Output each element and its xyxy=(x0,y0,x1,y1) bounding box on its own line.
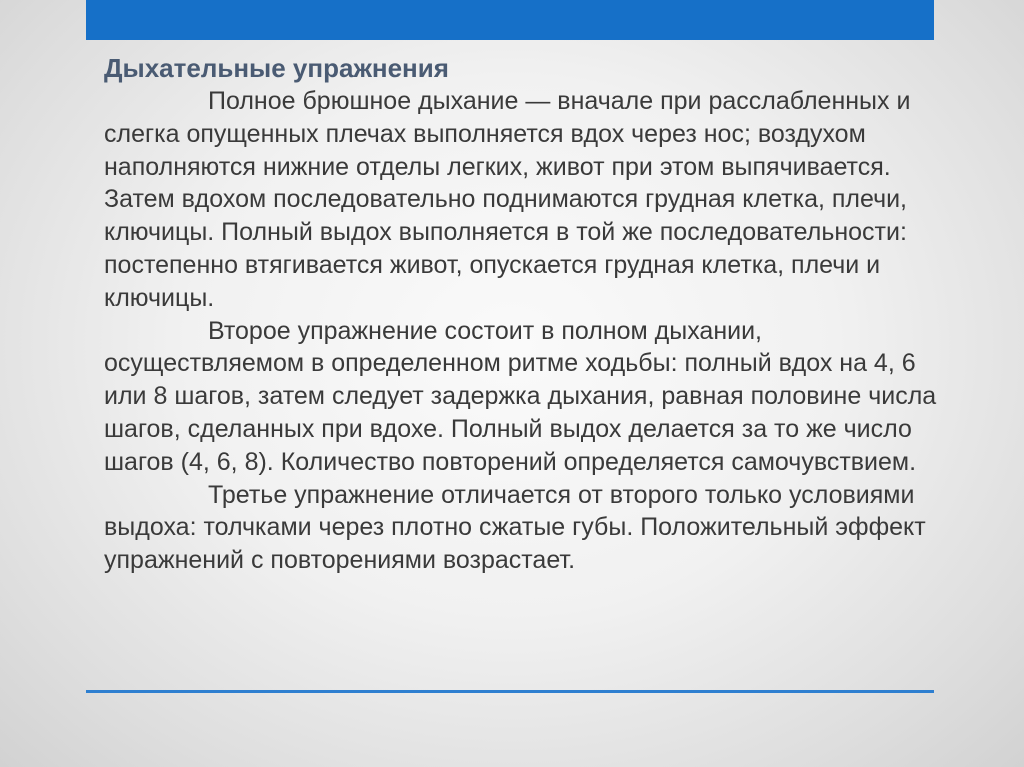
slide-body xyxy=(104,85,944,577)
paragraph-second-exercise: Второе упражнение состоит в полном дыхании, осуществляемом в определенном ритме ходьбы: полный вдох на 4, 6 или 8 шагов, затем следует задержка дыхания, равная половине числа шагов, сделанных при вдохе. Полный выдох делается за то же число шагов (4, 6, 8). Количество повторений определяется самочувствием. xyxy=(104,316,937,476)
footer-divider xyxy=(86,690,934,693)
paragraph-full-breathing: Полное брюшное дыхание — вначале при расслабленных и слегка опущенных плечах выполняется вдох через нос; воздухом наполняются нижние отделы легких, живот при этом выпячивается. Затем вдохом последовательно поднимаются грудная клетка, плечи, ключицы. Полный выдох выполняется в той же последовательности: постепенно втягивается живот, опускается грудная клетка, плечи и ключицы. xyxy=(104,87,911,312)
slide-title: Дыхательные упражнения xyxy=(104,53,449,83)
header-accent-bar xyxy=(86,0,934,40)
paragraph-third-exercise: Третье упражнение отличается от второго только условиями выдоха: толчками через плотно сжатые губы. Положительный эффект упражнений с повторениями возрастает. xyxy=(104,480,926,575)
